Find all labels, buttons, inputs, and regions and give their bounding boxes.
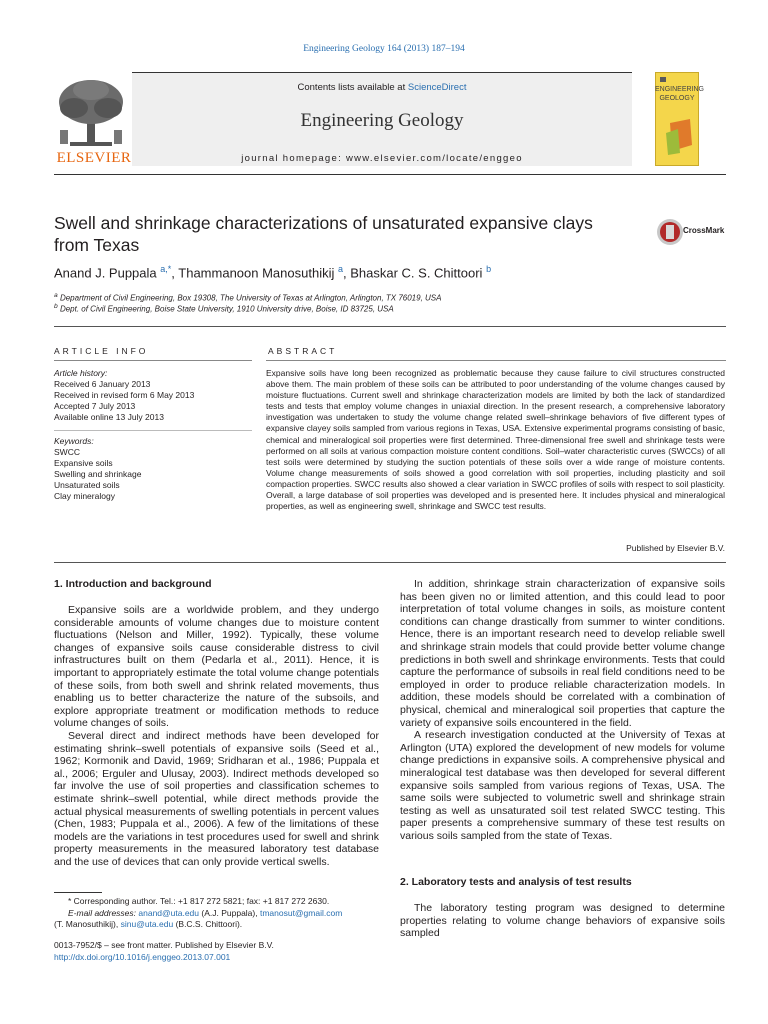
body-paragraph: Several direct and indirect methods have been developed for estimating shrink–swell potentials of expansive soils (Seed et al., 1962; Kormonik and David, 1969; Sridharan et al., 1986; Puppala et al., 2006; Erguler and Ulusay, 2003). Indirect methods developed so far involve the use of soil properties and classification schemes to estimate shrink–swell potential, while direct methods provide the actual physical measurements of swelling potentials in percent values (Chen, 1983; Puppala et al., 2006). A few of the limitations of these models are the variations in test procedures used for swell and shrink property measurements in the measured laboratory test database and the use of devices that can only provide vertical swells. xyxy=(54,729,379,868)
section-heading-intro: 1. Introduction and background xyxy=(54,578,212,590)
affiliation-mark: a xyxy=(54,292,58,299)
crossmark-icon[interactable] xyxy=(655,217,685,247)
affiliation-a xyxy=(54,292,734,303)
article-history xyxy=(54,368,254,423)
journal-citation-link[interactable]: Engineering Geology 164 (2013) 187–194 xyxy=(303,44,465,54)
journal-name: Engineering Geology xyxy=(300,110,464,131)
email-link[interactable]: anand@uta.edu xyxy=(138,907,200,918)
author-affiliation-mark[interactable]: a,* xyxy=(160,264,172,274)
keyword-item: Swelling and shrinkage xyxy=(54,469,142,480)
elsevier-wordmark: ELSEVIER xyxy=(56,150,132,166)
email-link[interactable]: sinu@uta.edu xyxy=(120,919,174,929)
corresponding-author-note: * Corresponding author. Tel.: +1 817 272 5821; fax: +1 817 272 2630. xyxy=(68,896,330,906)
header-divider xyxy=(54,174,726,175)
article-info-rule xyxy=(54,360,252,361)
email-owner: (T. Manosuthikij), xyxy=(54,919,121,929)
contents-prefix: Contents lists available at xyxy=(297,82,408,93)
homepage-url-link[interactable]: www.elsevier.com/locate/enggeo xyxy=(345,153,523,164)
affiliation-text: Department of Civil Engineering, Box 19308, The University of Texas at Arlington, Arlington, TX 76019, USA xyxy=(59,293,442,303)
affiliation-mark: b xyxy=(54,303,58,310)
keywords-label: Keywords: xyxy=(54,436,94,446)
affiliation-b xyxy=(54,303,734,314)
article-info-heading: ARTICLE INFO xyxy=(54,346,149,356)
homepage-prefix: journal homepage: xyxy=(241,153,346,164)
author-list xyxy=(54,264,734,280)
email-line-2 xyxy=(54,919,384,931)
email-owner: (A.J. Puppala), xyxy=(199,907,260,918)
author-separator: , xyxy=(343,265,351,281)
abstract-heading: ABSTRACT xyxy=(268,346,338,356)
title-divider xyxy=(54,326,726,327)
author-name[interactable]: Thammanoon Manosuthikij xyxy=(178,265,335,281)
body-column-left xyxy=(54,604,379,868)
footnote-rule xyxy=(54,892,102,893)
email-line xyxy=(54,908,384,920)
keyword-item: SWCC xyxy=(54,447,80,458)
history-label: Article history: xyxy=(54,368,108,378)
keyword-item: Expansive soils xyxy=(54,458,113,469)
article-title: Swell and shrinkage characterizations of unsaturated expansive clays from Texas xyxy=(54,213,593,255)
cover-title xyxy=(655,85,705,103)
keyword-item: Clay mineralogy xyxy=(54,491,115,502)
body-paragraph: The laboratory testing program was designed to determine properties relating to volume change behaviors of expansive soils sampled xyxy=(400,902,725,940)
cover-title-line-1: ENGINEERING xyxy=(655,86,705,93)
front-matter xyxy=(54,940,384,963)
abstract-published-by: Published by Elsevier B.V. xyxy=(626,543,725,553)
keywords-rule xyxy=(54,430,252,431)
author-affiliation-mark[interactable]: b xyxy=(486,264,492,274)
abstract-rule xyxy=(266,360,726,361)
abstract-text: Expansive soils have long been recognized as problematic because they cause failure to civil structures constructed above them. The main problem of these soils can be attributed to poor understanding of the volume changes caused by moisture fluctuations. Current swell and shrinkage characterization models are limited by both the lack of standardized tests and tests that employ volume changes in uniaxial direction. In the present research, a comprehensive laboratory investigation was undertaken to study the volume change related swell–shrinkage behaviors of five different types of expansive clayey soils sampled from various regions in Texas, USA. Extensive experimental programs consisting of basic, chemical and mineralogical soil properties were first determined. Three-dimensional free swell and shrinkage tests were performed on all soils at various compaction moisture content conditions. Soil–water characteristic curves (SWCCs) of all test soils were determined by studying the suction potentials of these soils over a wide range of moisture contents. Volume change measurements of soils showed a good correlation with soil properties, including plasticity and soil compaction properties. SWCC results also showed a clear variation in SWCC profiles of soils with respect to soil plasticity. Overall, a large database of soil properties was developed and is presented here. It includes physical and mineralogical properties, as well as engineering swell, shrinkage and SWCC test results. xyxy=(266,368,725,512)
keywords-list xyxy=(54,436,254,503)
abstract-divider xyxy=(54,562,726,563)
history-item: Accepted 7 July 2013 xyxy=(54,401,136,412)
crossmark-label[interactable]: CrossMark xyxy=(683,226,725,235)
body-paragraph: In addition, shrinkage strain characterization of expansive soils has been given no or limited attention, and this could lead to poor interpretation of total volume changes in soils, as moisture content conditions can change drastically from summer to winter conditions. Hence, there is an important research need to develop reliable swell and shrinkage strain models that could provide better volume change predictions in both swell and shrinkage environments. Tests that could capture the performance of subsoils in real field conditions need to be employed in order to produce reliable characterization models. In addition, these models should be correlated with a combination of physical, chemical and mineralogical soil properties that capture the variety of expansive soils encountered in the field. xyxy=(400,578,725,729)
body-column-right xyxy=(400,578,725,842)
section-heading-lab-tests: 2. Laboratory tests and analysis of test results xyxy=(400,876,632,888)
author-affiliation-mark[interactable]: a xyxy=(337,264,343,274)
footnotes xyxy=(54,896,384,931)
contents-line xyxy=(132,82,632,93)
body-paragraph: A research investigation conducted at the University of Texas at Arlington (UTA) explored the development of new models for volume change predictions in expansive soils. A comprehensive physical and mineralogical test database was then developed for several different expansive soils sampled from various regions of Texas, USA. The same soils were subjected to volumetric swell and shrinkage strain testing as well as unsaturated soil test related SWCC testing. This paper presents a comprehensive summary of these test results on various soils sampled from the state of Texas. xyxy=(400,729,725,842)
sciencedirect-link[interactable]: ScienceDirect xyxy=(407,82,467,93)
body-column-right-lower xyxy=(400,902,725,940)
history-item: Available online 13 July 2013 xyxy=(54,412,164,423)
affiliation-text: Dept. of Civil Engineering, Boise State University, 1910 University drive, Boise, ID 83725, USA xyxy=(59,304,394,314)
author-name[interactable]: Bhaskar C. S. Chittoori xyxy=(350,265,483,281)
email-link[interactable]: tmanosut@gmail.com xyxy=(259,907,343,918)
keyword-item: Unsaturated soils xyxy=(54,480,120,491)
author-separator: , xyxy=(171,265,179,281)
email-label: E-mail addresses: xyxy=(68,907,139,918)
doi-link[interactable]: http://dx.doi.org/10.1016/j.enggeo.2013.07.001 xyxy=(54,951,231,962)
history-item: Received 6 January 2013 xyxy=(54,379,151,390)
history-item: Received in revised form 6 May 2013 xyxy=(54,390,195,401)
body-paragraph: Expansive soils are a worldwide problem, and they undergo considerable amounts of volume changes due to moisture content fluctuations (Nelson and Miller, 1992). Typically, these volume changes of expansive soils cause considerable distress to civil infrastructures built on them (Pedarla et al., 2011). Hence, it is important to appropriately estimate the total volume change potentials of these soils, from both swell and shrink related movements, thus enabling us to better characterize the nature of the subsoils, and explore appropriate treatment or modification methods to reduce volume changes of soils. xyxy=(54,604,379,730)
front-matter-text: 0013-7952/$ – see front matter. Published by Elsevier B.V. xyxy=(54,940,274,950)
cover-title-line-2: GEOLOGY xyxy=(659,95,695,102)
journal-homepage xyxy=(132,153,632,164)
email-owner: (B.C.S. Chittoori). xyxy=(173,919,243,929)
author-name[interactable]: Anand J. Puppala xyxy=(54,265,157,281)
